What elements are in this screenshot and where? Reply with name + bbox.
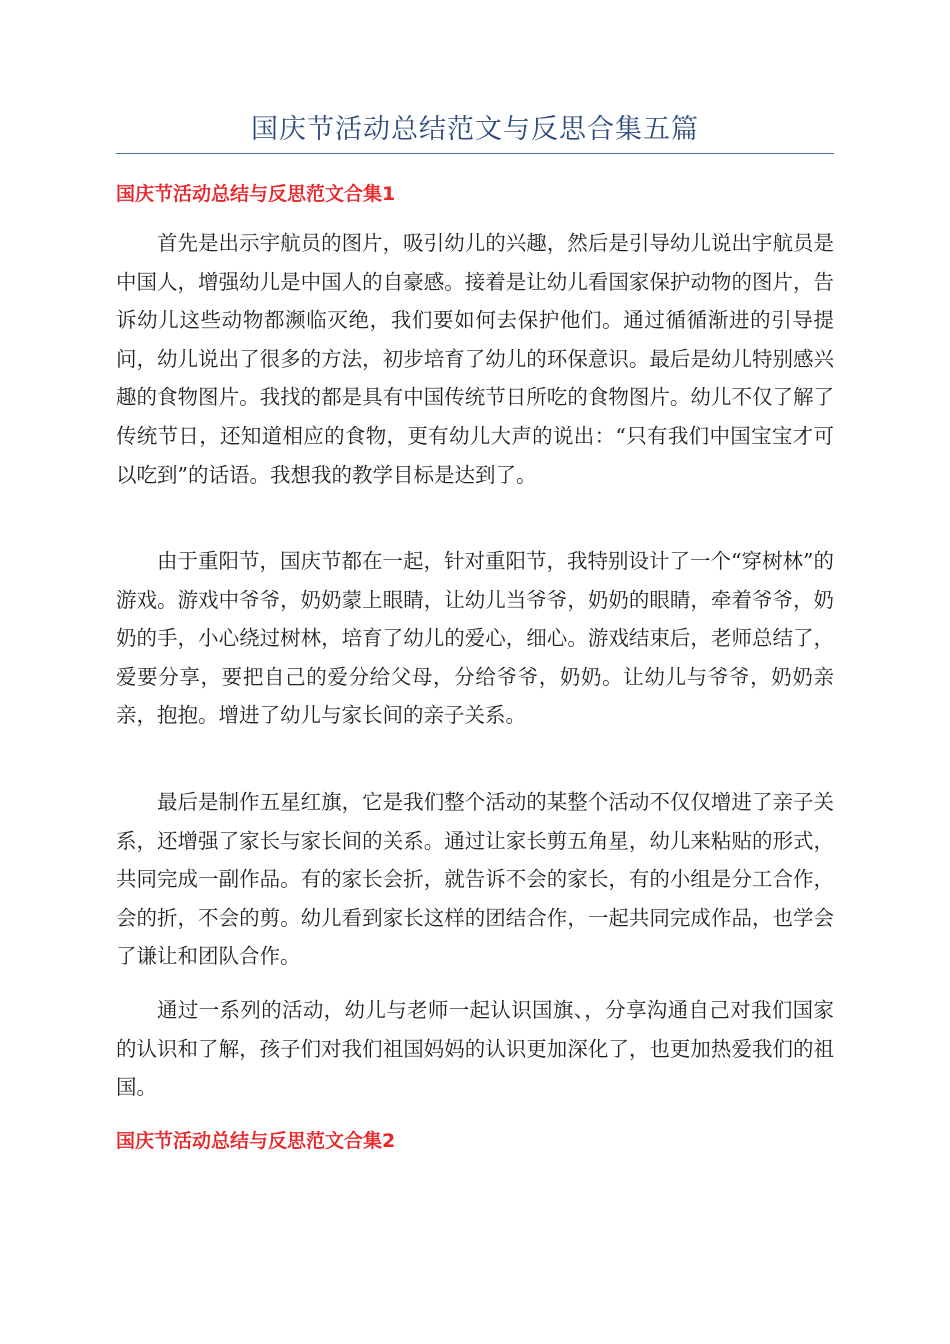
paragraph-1: 首先是出示宇航员的图片，吸引幼儿的兴趣，然后是引导幼儿说出宇航员是中国人，增强幼儿是中国人的自豪感。接着是让幼儿看国家保护动物的图片，告诉幼儿这些动物都濒临灭绝，我们要如何去保护他们。通过循循渐进的引导提问，幼儿说出了很多的方法，初步培育了幼儿的环保意识。最后是幼儿特别感兴趣的食物图片。我找的都是具有中国传统节日所吃的食物图片。幼儿不仅了解了传统节日，还知道相应的食物，更有幼儿大声的说出：“只有我们中国宝宝才可以吃到”的话语。我想我的教学目标是达到了。	[116, 231, 834, 487]
section-heading-2: 国庆节活动总结与反思范文合集2	[116, 1130, 396, 1152]
paragraph-4: 通过一系列的活动，幼儿与老师一起认识国旗、，分享沟通自己对我们国家的认识和了解，孩子们对我们祖国妈妈的认识更加深化了，也更加热爱我们的祖国。	[116, 998, 834, 1100]
paragraph-3: 最后是制作五星红旗，它是我们整个活动的某整个活动不仅仅增进了亲子关系，还增强了家长与家长间的关系。通过让家长剪五角星，幼儿来粘贴的形式，共同完成一副作品。有的家长会折，就告诉不会的家长，有的小组是分工合作，会的折，不会的剪。幼儿看到家长这样的团结合作，一起共同完成作品，也学会了谦让和团队合作。	[116, 790, 834, 969]
title-underline	[116, 153, 834, 154]
paragraph-2: 由于重阳节，国庆节都在一起，针对重阳节，我特别设计了一个“穿树林”的游戏。游戏中爷爷，奶奶蒙上眼睛，让幼儿当爷爷，奶奶的眼睛，牵着爷爷，奶奶的手，小心绕过树林，培育了幼儿的爱心，细心。游戏结束后，老师总结了，爱要分享，要把自己的爱分给父母，分给爷爷，奶奶。让幼儿与爷爷，奶奶亲亲，抱抱。增进了幼儿与家长间的亲子关系。	[116, 549, 834, 728]
document-title: 国庆节活动总结范文与反思合集五篇	[251, 114, 699, 145]
section-heading-1: 国庆节活动总结与反思范文合集1	[116, 183, 396, 205]
